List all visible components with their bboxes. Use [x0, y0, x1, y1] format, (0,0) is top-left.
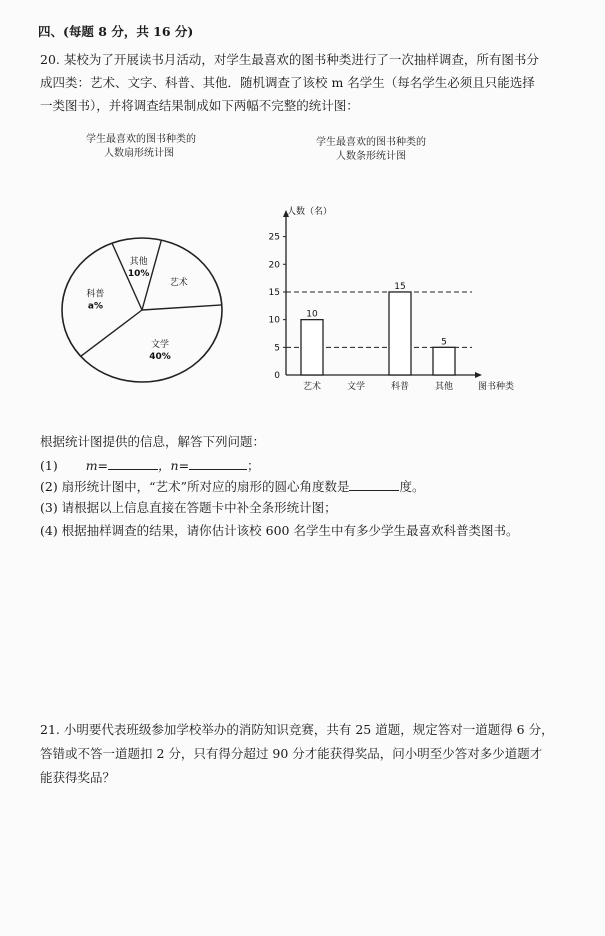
- q2-end: 度。: [399, 479, 425, 494]
- bar-value-label: 15: [394, 281, 406, 292]
- q1-m-blank[interactable]: [108, 458, 158, 470]
- bar-y-tick-label: 0: [274, 371, 280, 381]
- bar-y-tick-label: 20: [268, 260, 280, 271]
- pie-slice-label: a%: [87, 301, 103, 312]
- q20-line-3: 一类图书），并将调查结果制成如下两幅不完整的统计图：: [40, 98, 359, 113]
- q21-line-1: 21. 小明要代表班级参加学校举办的消防知识竞赛，共有 25 道题，规定答对一道题得 6 分，: [40, 722, 554, 737]
- bar: [301, 320, 323, 375]
- x-axis-arrow: [475, 372, 482, 378]
- pie-slice-name: 科普: [86, 289, 105, 300]
- pie-divider: [81, 310, 142, 356]
- bar: [433, 347, 455, 375]
- bar-y-tick-label: 5: [274, 343, 280, 354]
- pie-slice-name: 其他: [129, 256, 148, 267]
- q1-n-label: ，n=: [158, 458, 190, 473]
- q2-blank[interactable]: [349, 479, 399, 491]
- bar-x-label: 图书种类: [478, 382, 515, 392]
- pie-title-2: 人数扇形统计图: [104, 148, 174, 159]
- bar: [389, 292, 411, 375]
- q20-line-2: 成四类：艺术、文字、科普、其他．随机调查了该校 m 名学生（每名学生必须且只能选择: [40, 75, 535, 90]
- pie-divider: [142, 305, 222, 310]
- bar-y-tick-label: 10: [268, 315, 280, 326]
- bar-category-label: 其他: [434, 382, 454, 392]
- bar-category-label: 艺术: [302, 382, 322, 392]
- bar-y-label: 人数（名）: [287, 207, 333, 217]
- pie-title-1: 学生最喜欢的图书种类的: [86, 134, 196, 145]
- q21-line-2: 答错或不答一道题扣 2 分，只有得分超过 90 分才能获得奖品，问小明至少答对多少道题才: [40, 746, 543, 761]
- bar-category-label: 文学: [346, 382, 366, 392]
- q20-line-1: 20. 某校为了开展读书月活动，对学生最喜欢的图书种类进行了一次抽样调查，所有图书分: [40, 52, 539, 67]
- q1-end: ；: [247, 458, 260, 473]
- pie-slice-name: 文学: [150, 340, 169, 351]
- bar-y-tick-label: 25: [268, 232, 280, 243]
- q1-m-label: m=: [85, 458, 109, 473]
- pie-slice-name: 艺术: [169, 278, 188, 289]
- q4-line: (4) 根据抽样调查的结果，请你估计该校 600 名学生中有多少学生最喜欢科普类图书。: [40, 523, 519, 538]
- bar-category-label: 科普: [390, 382, 410, 392]
- bar-value-label: 10: [306, 309, 318, 320]
- q2-text: (2) 扇形统计图中，“艺术”所对应的扇形的圆心角度数是: [40, 479, 350, 494]
- q1-line: [40, 456, 260, 474]
- bar-value-label: 5: [441, 337, 447, 348]
- bar-title-2: 人数条形统计图: [336, 151, 406, 162]
- prompt-text: 根据统计图提供的信息，解答下列问题：: [40, 434, 266, 449]
- q2-line: [40, 477, 424, 495]
- pie-slice-label: 40%: [149, 352, 171, 363]
- bar-title-1: 学生最喜欢的图书种类的: [316, 137, 426, 148]
- section-header: 四、(每题 8 分，共 16 分): [38, 24, 194, 39]
- q1-n-blank[interactable]: [189, 458, 247, 470]
- q3-line: (3) 请根据以上信息直接在答题卡中补全条形统计图；: [40, 500, 337, 515]
- q21-line-3: 能获得奖品？: [40, 770, 116, 785]
- bar-y-tick-label: 15: [268, 287, 280, 298]
- q1-number: (1): [40, 458, 58, 473]
- pie-slice-label: 10%: [127, 268, 150, 279]
